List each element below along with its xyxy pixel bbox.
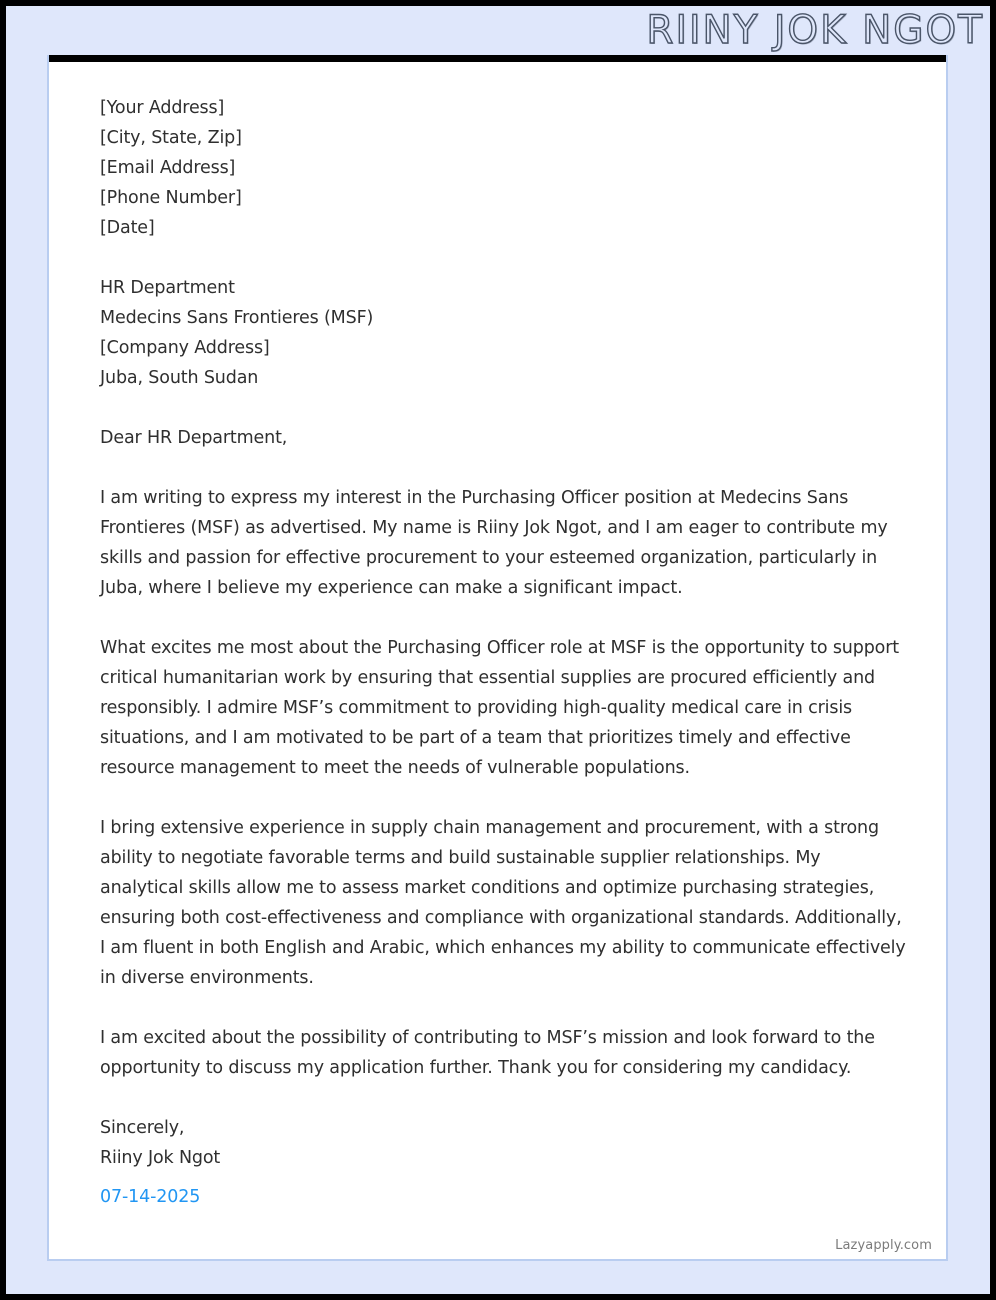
sender-line: [Your Address] [100, 98, 225, 118]
sender-line: [Email Address] [100, 158, 236, 178]
page-title: RIINY JOK NGOT [646, 8, 984, 53]
recipient-line: [Company Address] [100, 338, 270, 358]
salutation-line: Dear HR Department, [100, 428, 288, 448]
signature-block [100, 1113, 906, 1212]
signature-name: Riiny Jok Ngot [100, 1148, 221, 1168]
letter-paragraph: I am writing to express my interest in the Purchasing Officer position at Medecins Sans Frontieres (MSF) as advertised. My name is Riiny Jok Ngot, and I am eager to contribute my skills and passion for effective procurement to your esteemed organization, particularly in Juba, where I believe my experience can make a significant impact. [100, 488, 888, 598]
recipient-address-block [100, 273, 906, 393]
document-header [6, 6, 990, 55]
letter-date: 07-14-2025 [100, 1187, 201, 1207]
recipient-line: Medecins Sans Frontieres (MSF) [100, 308, 374, 328]
salutation [100, 423, 906, 453]
sheet-top-rule [49, 55, 946, 62]
lazyapply-watermark: Lazyapply.com [835, 1238, 932, 1253]
letter-paragraph: I bring extensive experience in supply chain management and procurement, with a strong ability to negotiate favorable terms and build sustainable supplier relationships. My analytical skills allow me to assess market conditions and optimize purchasing strategies, ensuring both cost-effectiveness and compliance with organizational standards. Additionally, I am fluent in both English and Arabic, which enhances my ability to communicate effectively in diverse environments. [100, 818, 906, 988]
recipient-line: HR Department [100, 278, 235, 298]
letter-paragraph: I am excited about the possibility of contributing to MSF’s mission and look forward to the opportunity to discuss my application further. Thank you for considering my candidacy. [100, 1028, 875, 1078]
sender-line: [Phone Number] [100, 188, 242, 208]
sender-address-block [100, 93, 906, 243]
closing-salutation: Sincerely, [100, 1118, 185, 1138]
letter-sheet [47, 55, 948, 1261]
sender-line: [Date] [100, 218, 155, 238]
letter-paragraph: What excites me most about the Purchasing Officer role at MSF is the opportunity to support critical humanitarian work by ensuring that essential supplies are procured efficiently and responsibly. I admire MSF’s commitment to providing high-quality medical care in crisis situations, and I am motivated to be part of a team that prioritizes timely and effective resource management to meet the needs of vulnerable populations. [100, 638, 899, 778]
recipient-line: Juba, South Sudan [100, 368, 259, 388]
sender-line: [City, State, Zip] [100, 128, 242, 148]
letter-body [100, 93, 906, 1212]
